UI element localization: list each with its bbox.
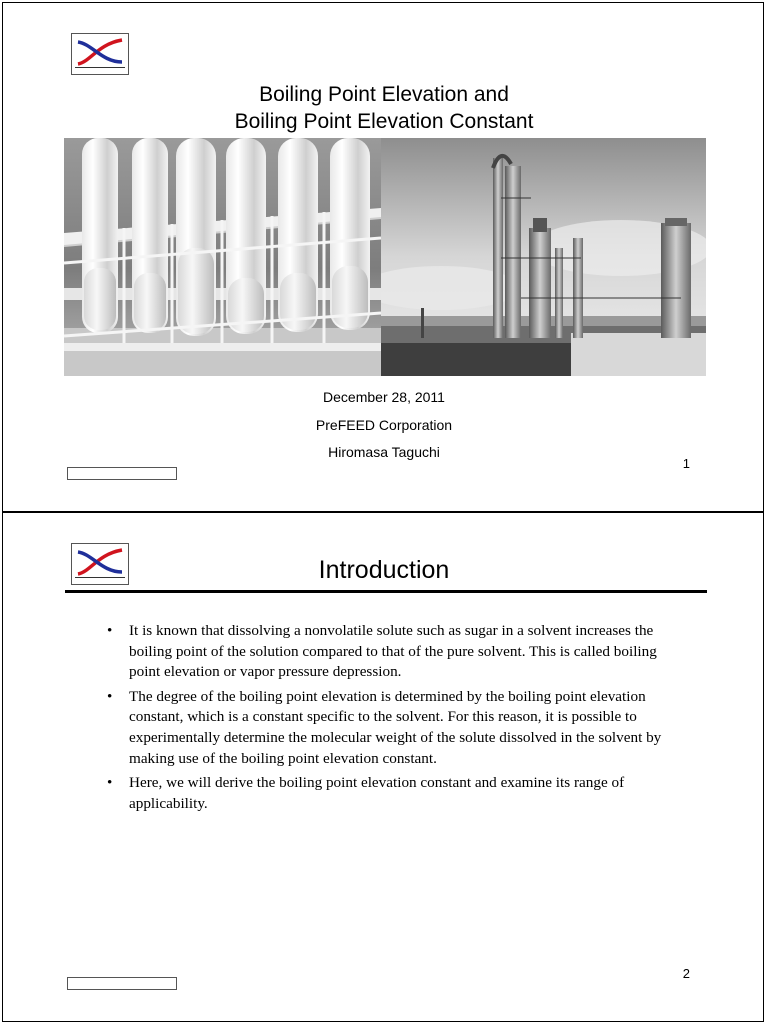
bullet-list <box>99 621 679 818</box>
title-line-1: Boiling Point Elevation and <box>259 83 509 106</box>
company-logo <box>71 33 129 75</box>
organization-name: PreFEED Corporation <box>315 417 453 433</box>
slide-2-title: Introduction <box>318 556 450 584</box>
title-underline <box>65 590 707 593</box>
chemical-plant-photo <box>381 138 706 376</box>
author-name: Hiromasa Taguchi <box>328 444 440 460</box>
title-line-2: Boiling Point Elevation Constant <box>234 110 534 133</box>
presentation-date: December 28, 2011 <box>323 389 445 405</box>
page-number: 1 <box>682 456 690 471</box>
slide-1-title <box>3 81 765 135</box>
bullet-item: • The degree of the boiling point elevation is determined by the boiling point elevation constant, which is a constant specific to the solvent. For this reason, it is possible to experimentally determine the molecular weight of the solute dissolved in the solvent by making use of the boiling point elevation constant. <box>99 687 679 769</box>
bullet-item: • It is known that dissolving a nonvolatile solute such as sugar in a solvent increases the boiling point of the solution compared to that of the pure solvent. This is called boiling point elevation or vapor pressure depression. <box>99 621 679 683</box>
logo-bar <box>75 67 125 68</box>
page-number: 2 <box>682 966 690 981</box>
logo-swoosh-icon <box>72 34 130 76</box>
footer-box <box>67 467 177 480</box>
slide-2 <box>2 512 764 1022</box>
bullet-item: • Here, we will derive the boiling point elevation constant and examine its range of applicability. <box>99 773 679 814</box>
slide-1 <box>2 2 764 512</box>
test-tubes-in-rack-photo <box>64 138 381 376</box>
footer-box <box>67 977 177 990</box>
